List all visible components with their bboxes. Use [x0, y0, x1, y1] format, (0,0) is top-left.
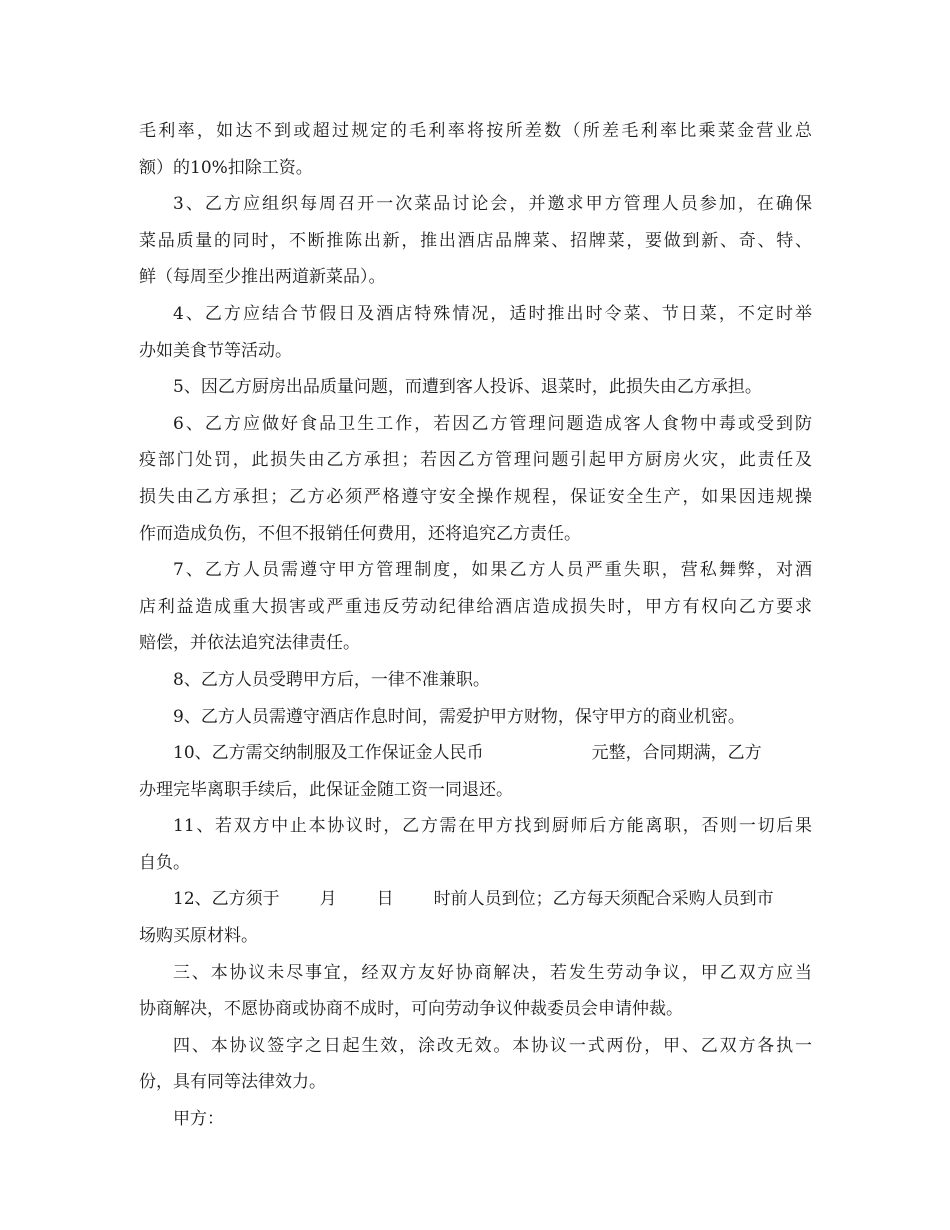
- text-line: 协商解决，不愿协商或协商不成时，可向劳动争议仲裁委员会申请仲裁。: [139, 999, 683, 1020]
- text-line: 办如美食节等活动。: [139, 340, 292, 361]
- clause-6: 6、乙方应做好食品卫生工作，若因乙方管理问题造成客人食物中毒或受到防: [173, 413, 812, 434]
- text-line: 疫部门处罚，此损失由乙方承担；若因乙方管理问题引起甲方厨房火灾，此责任及: [139, 450, 812, 471]
- contract-body: [139, 113, 812, 1138]
- article-4: 四、本协议签字之日起生效，涂改无效。本协议一式两份，甲、乙双方各执一: [173, 1035, 812, 1056]
- clause-3: 3、乙方应组织每周召开一次菜品讨论会，并邀求甲方管理人员参加，在确保: [173, 194, 812, 215]
- clause-10-text-b: 元整，合同期满，乙方: [591, 743, 762, 764]
- text-line: 份，具有同等法律效力。: [139, 1072, 326, 1093]
- clause-10: [139, 735, 812, 772]
- text-line: 菜品质量的同时，不断推陈出新，推出酒店品牌菜、招牌菜，要做到新、奇、特、: [139, 230, 812, 251]
- clause-12: [139, 881, 812, 918]
- text-line: 作而造成负伤，不但不报销任何费用，还将追究乙方责任。: [139, 523, 581, 544]
- text-line: 额）的10%扣除工资。: [139, 157, 313, 178]
- text-line: 店利益造成重大损害或严重违反劳动纪律给酒店造成损失时，甲方有权向乙方要求: [139, 596, 812, 617]
- clause-12-text-b: 时前人员到位；乙方每天须配合采购人员到市: [433, 889, 774, 910]
- party-a-signature-label: 甲方：: [173, 1109, 224, 1130]
- text-line: 毛利率，如达不到或超过规定的毛利率将按所差数（所差毛利率比乘菜金营业总: [139, 121, 812, 141]
- clause-5: 5、因乙方厨房出品质量问题，而遭到客人投诉、退菜时，此损失由乙方承担。: [173, 377, 762, 398]
- clause-8: 8、乙方人员受聘甲方后，一律不准兼职。: [173, 669, 490, 690]
- text-line: 赔偿，并依法追究法律责任。: [139, 633, 360, 654]
- text-line: 场购买原材料。: [139, 926, 258, 947]
- clause-4: 4、乙方应结合节假日及酒店特殊情况，适时推出时令菜、节日菜，不定时举: [173, 303, 812, 324]
- text-line: 自负。: [139, 852, 190, 873]
- clause-10-text-a: 10、乙方需交纳制服及工作保证金人民币: [173, 743, 484, 764]
- clause-9: 9、乙方人员需遵守酒店作息时间，需爱护甲方财物，保守甲方的商业机密。: [173, 706, 745, 727]
- clause-12-text-a: 12、乙方须于: [173, 889, 280, 910]
- clause-11: 11、若双方中止本协议时，乙方需在甲方找到厨师后方能离职，否则一切后果: [173, 816, 812, 837]
- text-line: 鲜（每周至少推出两道新菜品）。: [139, 267, 386, 288]
- article-3: 三、本协议未尽事宜，经双方友好协商解决，若发生劳动争议，甲乙双方应当: [173, 962, 812, 983]
- text-line: 办理完毕离职手续后，此保证金随工资一同退还。: [139, 779, 513, 800]
- clause-12-month: 月: [319, 889, 337, 910]
- clause-7: 7、乙方人员需遵守甲方管理制度，如果乙方人员严重失职，营私舞弊，对酒: [173, 560, 812, 581]
- text-line: 损失由乙方承担；乙方必须严格遵守安全操作规程，保证安全生产，如果因违规操: [139, 486, 812, 507]
- clause-12-day: 日: [376, 889, 394, 910]
